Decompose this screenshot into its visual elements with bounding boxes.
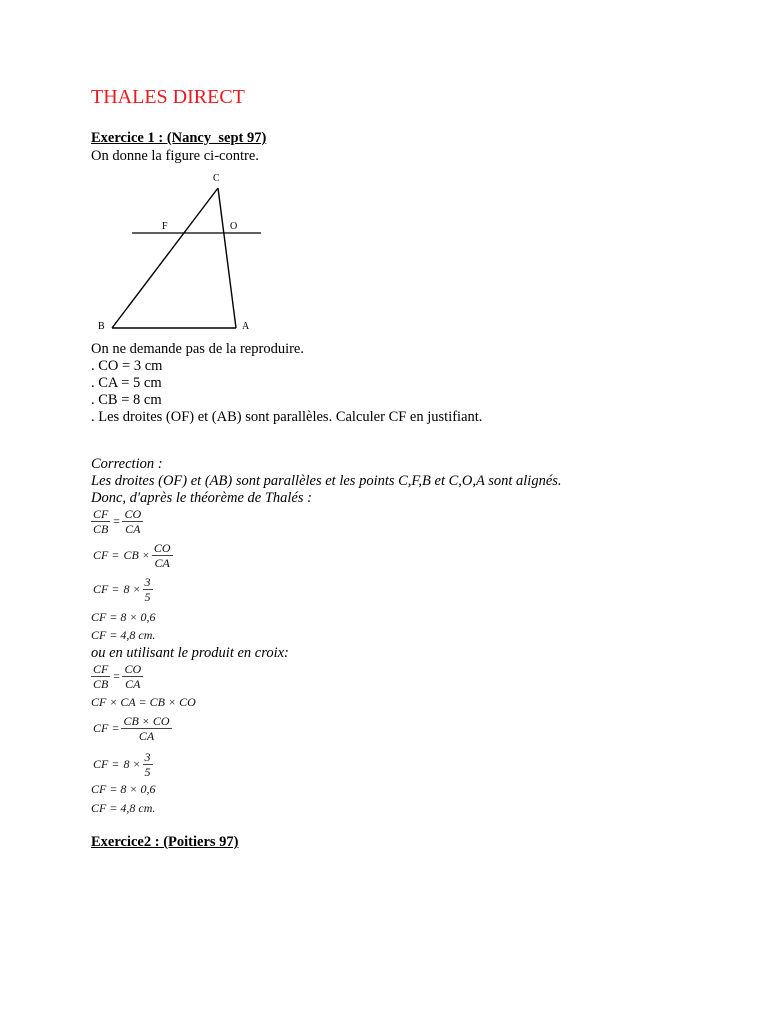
label-o: O — [230, 221, 238, 232]
eq-cross-product: CF × CA = CB × CO — [91, 695, 196, 709]
label-a: A — [242, 321, 250, 332]
correction-label: Correction : — [91, 456, 163, 472]
page-title: THALES DIRECT — [91, 86, 245, 108]
eq-cf-8-3-5: CF = 8 × $\frac{3}{5}$ — [93, 575, 151, 604]
correction-line-1: Les droites (OF) et (AB) sont parallèles et les points C,F,B et C,O,A sont alignés. — [91, 473, 562, 489]
eq-cf-cbco-ca: CF = $\frac{CB \times CO}{CA}$ — [93, 714, 170, 743]
label-c: C — [213, 173, 220, 184]
correction-line-2: Donc, d'après le théorème de Thalés : — [91, 490, 312, 506]
statement-5: . Les droites (OF) et (AB) sont parallèles. Calculer CF en justifiant. — [91, 409, 483, 425]
statement-1: On ne demande pas de la reproduire. — [91, 341, 304, 357]
eq-cf-8-06-b: CF = 8 × 0,6 — [91, 782, 156, 796]
eq-cf-cb-co-ca: CF = CB × $\frac{CO}{CA}$ — [93, 541, 171, 570]
alt-method-label: ou en utilisant le produit en croix: — [91, 645, 289, 661]
eq-cf-result-1: CF = 4,8 cm. — [91, 628, 156, 642]
statement-3: . CA = 5 cm — [91, 375, 162, 391]
exercise-1-intro: On donne la figure ci-contre. — [91, 148, 259, 164]
statement-2: . CO = 3 cm — [91, 358, 163, 374]
exercise-1-heading: Exercice 1 : (Nancy_sept 97) — [91, 130, 267, 146]
eq-ratio-1: $\frac{CF}{CB}$ = $\frac{CO}{CA}$ — [93, 507, 142, 536]
exercise-2-heading: Exercice2 : (Poitiers 97) — [91, 834, 239, 850]
eq-cf-8-06: CF = 8 × 0,6 — [91, 610, 156, 624]
thales-figure — [91, 168, 266, 336]
statement-4: . CB = 8 cm — [91, 392, 162, 408]
eq-cf-result-2: CF = 4,8 cm. — [91, 801, 156, 815]
label-f: F — [162, 221, 168, 232]
eq-cf-8-3-5-b: CF = 8 × $\frac{3}{5}$ — [93, 750, 151, 779]
label-b: B — [98, 321, 105, 332]
eq-ratio-2: $\frac{CF}{CB}$ = $\frac{CO}{CA}$ — [93, 662, 142, 691]
